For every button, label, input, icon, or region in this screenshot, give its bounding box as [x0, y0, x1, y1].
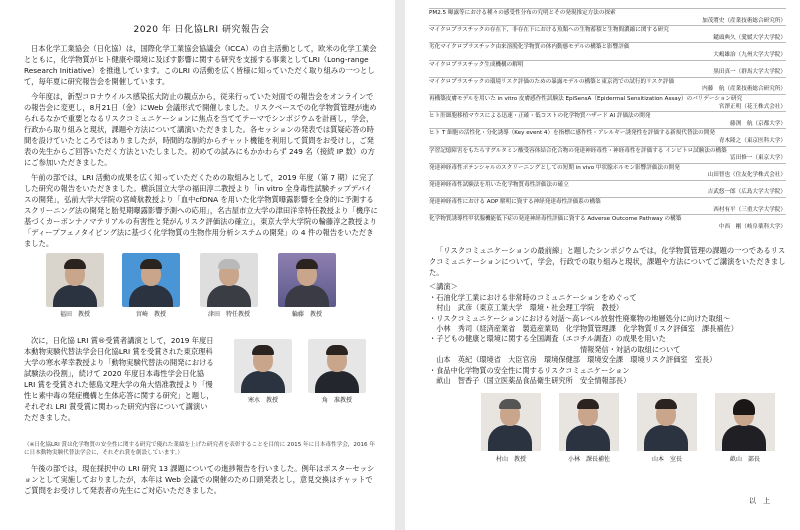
project-investigator: 中西 剛（岐阜薬科大学） — [718, 223, 786, 230]
project-title: マイクロプラスチックの環境リスク評価のための暴露モデルの構築と東京湾での試行的リスク評価 — [429, 77, 786, 86]
project-pi-row — [429, 138, 786, 146]
project-pi-row — [429, 35, 786, 43]
project-row — [429, 9, 786, 18]
lecture-line: 畝山 智香子（国立医薬品食品衛生研究所 安全情報部長） — [429, 376, 631, 386]
portrait-image — [481, 393, 541, 451]
project-title: PM2.5 曝露等における種々の感受性分布の究明とその発現推定方法の探索 — [429, 9, 786, 18]
portrait-image — [200, 253, 258, 307]
project-pi-row — [429, 18, 786, 26]
photo-caption: 小林 課長補佐 — [567, 455, 610, 463]
lecture-line: 情報発信・対話の取組について — [429, 344, 681, 354]
project-row — [429, 112, 786, 121]
portrait-image — [278, 253, 336, 307]
lecture-list — [429, 293, 786, 387]
portrait-image — [637, 393, 697, 451]
project-title: マイクロプラスチック生成機構の解明 — [429, 60, 786, 69]
symposium-paragraph: 「リスクコミュニケーションの最前線」と題したシンポジウムでは，化学物質管理の課題の一つであるリスクコミュニケーションについて，学会，行政での取り組みと現状，課題や方法についてご講演をいただきました。 — [429, 246, 786, 278]
project-pi-row — [429, 172, 786, 180]
speaker-photo — [122, 253, 180, 318]
portrait-image — [715, 393, 775, 451]
speaker-photo — [46, 253, 104, 318]
left-page — [0, 0, 395, 530]
online-paragraph: 今年度は，新型コロナウイルス感染拡大防止の観点から，従来行っていた対面での報告会をオンラインでの報告会に変更し，8月21日（金）にWeb 会議形式で開催しました。リスクベースでの化学物質管理が進められるなかで重要となるリスクコミュニケーションに焦点を当ててテーマでシンポジウムを計画し，学会，行政から取り組みと現状，課題や方法について講演いただきました。各セッションの発表では質疑応答の時間を設けていたところではありましたが，時間的な制約からチャット機能を利用して質問をお受けし，ご発表の先生からご回答いただく方法といたしました。初めての試みにもかかわらず 249 名（接続 IP 数）の方にご参加いただきました。 — [24, 92, 377, 167]
portrait-image — [308, 339, 366, 393]
photo-caption: 福田 教授 — [59, 311, 90, 318]
portrait-image — [559, 393, 619, 451]
project-pi-row — [429, 155, 786, 163]
lecture-line: ・子どもの健康と環境に関する全国調査（エコチル調査）の成果を用いた — [429, 334, 666, 344]
project-row — [429, 77, 786, 86]
afternoon-paragraph: 午後の部では，現在採択中の LRI 研究 13 課題についての進捗報告を行いました。例年はポスターセッションとして実施しておりましたが，本年は Web 会議での開催のため口頭発表とし，意見交換はチャットでご質問をお受けして発表者の先生にご対応いただきました。 — [24, 464, 375, 495]
project-pi-row — [429, 207, 786, 215]
lecture-line: 小林 秀司（経済産業省 製造産業局 化学物質管理課 化学物質リスク評価室 課長補佐） — [429, 324, 738, 334]
photo-caption: 村山 教授 — [495, 455, 526, 463]
project-title: 再構築皮膚モデルを用いた in vitro 皮膚感作性試験法 EpiSensA（Epidermal Sensitization Assay）のバリデーション研究 — [429, 94, 786, 103]
lecture-line: 山本 英紀（環境省 大臣官房 環境保健部 環境安全課 環境リスク評価室 室長） — [429, 355, 717, 365]
lecture-line: ・食品中化学物質の安全性に関するリスクコミュニケーション — [429, 365, 630, 375]
photo-caption: 寒水 教授 — [247, 397, 278, 404]
photo-caption: 宮崎 教授 — [135, 311, 166, 318]
project-investigator: 青木隆之（東京医科大学） — [718, 137, 786, 144]
project-title: ヒト肝細胞移植マウスによる迅速・正確・低コストの化学物質ハザード AI 評価法の開発 — [429, 112, 786, 121]
project-pi-row — [429, 52, 786, 60]
speaker-photo — [481, 393, 541, 463]
lectures-header: ＜講演＞ — [429, 282, 458, 292]
morning-paragraph: 午前の部では，LRI 活動の成果を広く知っていただくための取組みとして，2019 年度（第 7 期）に完了した研究の報告をいただきました。横浜国立大学の福田淳二教授より「in vitro 全身毒性試験チップデバイスの開発」，弘前大学大学院の宮崎航教授より「血中cfDNA を用いた化学物質曝露影響を全身的に予測するスクリーニング法の開発と胎児期曝露影響予測への応用」，名古屋市立大学の津田洋幸特任教授より「機序に基づくカーボンナノマテリアルの有害性と発がんリスク評価法の確立」，東京大学大学院の輪藤淳之教授より「ディープフェノタイピング法に基づく化学物質の生物作用分析システムの開発」の 4 件の報告をいただきました。 — [24, 173, 378, 248]
award-paragraph: 次に，日化協 LRI 賞®受賞者講演として，2019 年度日本動物実験代替法学会日化協LRI 賞を受賞された東京理科大学の寒水孝幸教授より「動物実験代替法の開発における試験法の役割」，続けて 2020 年度日本毒性学会日化協LRI 賞を受賞された徳島文理大学の角大悟准教授より「慢性ヒ素中毒の発症機構と生体応答に関する研究」と題し，それぞれ LRI 賞受賞に関わった研究内容について講演いただきました。 — [24, 336, 214, 422]
project-title: 劣化マイクロプラスチック由来溶脱化学物質の体内動態モデルの構築と影響評価 — [429, 43, 786, 52]
project-title: ヒト T 細胞の活性化・分化誘導（Key event 4）を指標に感作性・アレルギー誘発性を評価する新規代替法の開発 — [429, 129, 786, 138]
photo-caption: 角 准教授 — [321, 397, 352, 404]
project-investigator: 宮澤正明（花王株式会社） — [718, 103, 786, 110]
morning-speakers-photos — [24, 253, 379, 329]
photo-caption: 畝山 部長 — [729, 455, 760, 463]
speaker-photo — [715, 393, 775, 463]
project-row — [429, 43, 786, 52]
project-row — [429, 60, 786, 69]
portrait-image — [234, 339, 292, 393]
lecture-line: ・石油化学工業における非常時のコミュニケーションをめぐって — [429, 292, 637, 302]
speaker-photo — [637, 393, 697, 463]
right-page — [405, 0, 800, 530]
photo-caption: 山本 室長 — [651, 455, 682, 463]
project-pi-row — [429, 189, 786, 197]
portrait-image — [46, 253, 104, 307]
closing-mark: 以 上 — [749, 497, 770, 505]
project-pi-row — [429, 69, 786, 77]
project-row — [429, 26, 786, 35]
project-row — [429, 163, 786, 172]
project-title: 学習記憶障害をもたらすグルタミン酸受容体結合化合物の発達神経毒性・神経毒性を評価する インビトロ試験法の構築 — [429, 146, 786, 155]
project-row — [429, 129, 786, 138]
project-title: 発達神経毒性における AOP 解明に資する神経発達毒性評価系の構築 — [429, 198, 786, 207]
symposium-speakers-photos — [429, 393, 786, 483]
project-investigator: 内藤 航（産業技術総合研究所） — [702, 86, 786, 93]
project-pi-row — [429, 224, 786, 232]
speaker-photo — [308, 339, 366, 404]
lecture-line: 村山 武彦（東京工業大学 環境・社会理工学院 教授） — [429, 303, 624, 313]
photo-caption: 輪藤 教授 — [291, 311, 322, 318]
report-title: 2020 年 日化協LRI 研究報告会 — [133, 25, 270, 35]
intro-paragraph: 日本化学工業協会（日化協）は，国際化学工業協会協議会（ICCA）の自主活動として，欧米の化学工業会とともに，化学物質がヒト健康や環境に及ぼす影響に関する研究を支援する事業としてLRI（Long-range Research Initiative）を推進しています。このLRI の活動を広く皆様に知っていただく取り組みの一つとして，毎年夏に研究報告会を開催しています。 — [24, 44, 377, 86]
portrait-image — [122, 253, 180, 307]
speaker-photo — [200, 253, 258, 318]
award-note: （※日化協LRI 賞は化学物質の安全性に関する研究で優れた業績を上げた研究者を表彰することを目的に 2015 年に日本毒性学会，2016 年に日本動物実験代替法学会に，それぞれ賞を創設しています。） — [24, 442, 375, 456]
speaker-photo — [234, 339, 292, 404]
project-investigator: 吉武悠一郎（広島大学大学院） — [707, 189, 786, 196]
project-investigator: 加茂將史（産業技術総合研究所） — [702, 17, 786, 24]
speaker-photo — [559, 393, 619, 463]
project-pi-row — [429, 121, 786, 129]
project-investigator: 黒田真一（群馬大学大学院） — [713, 69, 786, 76]
project-investigator: 西村有平（三重大学大学院） — [713, 206, 786, 213]
project-investigator: 鑓頭典久（愛媛大学大学院） — [713, 34, 786, 41]
project-row — [429, 215, 786, 224]
photo-caption: 津田 特任教授 — [207, 311, 250, 318]
lecture-line: ・リスクコミュニケーションにおける対話～高レベル放射性廃棄物の地層処分に向けた取組～ — [429, 313, 731, 323]
project-row — [429, 146, 786, 155]
project-table — [429, 8, 786, 231]
speaker-photo — [278, 253, 336, 318]
project-row — [429, 94, 786, 103]
project-investigator: 冨田修一（東京大学） — [730, 155, 786, 162]
project-title: マイクロプラスチックの存在下，非存在下における魚類への生物蓄積と生物間濃縮に関する研究 — [429, 26, 786, 35]
project-title: 発達神経毒性試験法を用いた化学物質毒性評価法の確立 — [429, 180, 786, 189]
project-investigator: 大嶋雄治（九州大学大学院） — [713, 51, 786, 58]
project-investigator: 藤渕 航（京都大学） — [730, 120, 786, 127]
project-investigator: 山田智也（住友化学株式会社） — [707, 172, 786, 179]
project-pi-row — [429, 104, 786, 112]
project-pi-row — [429, 86, 786, 94]
project-row — [429, 198, 786, 207]
award-section — [24, 335, 379, 439]
project-title: 発達神経毒性ポテンシャルのスクリーニングとしての短期 in vivo 甲状腺ホルモン影響評価法の開発 — [429, 163, 786, 172]
project-title: 化学物質誘導性甲状腺機能低下症の発達神経毒性評価に資する Adverse Outcome Pathway の構築 — [429, 215, 786, 224]
